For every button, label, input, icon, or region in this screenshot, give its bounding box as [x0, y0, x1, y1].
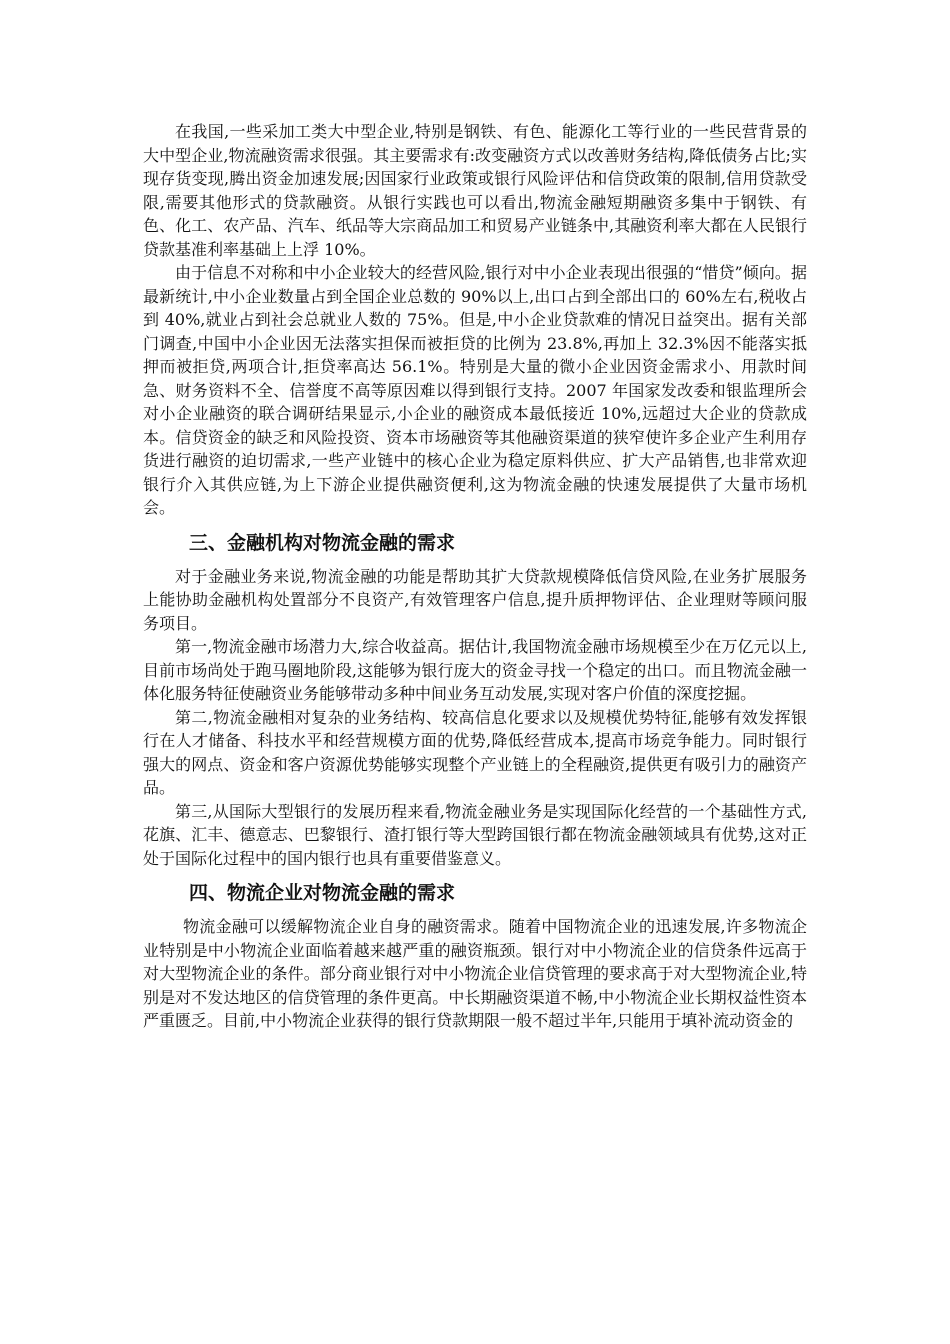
- body-paragraph: 物流金融可以缓解物流企业自身的融资需求。随着中国物流企业的迅速发展,许多物流企业特别是中小物流企业面临着越来越严重的融资瓶颈。银行对中小物流企业的信贷条件远高于对大型物流企业的条件。部分商业银行对中小物流企业信贷管理的要求高于对大型物流企业,特别是对不发达地区的信贷管理的条件更高。中长期融资渠道不畅,中小物流企业长期权益性资本严重匮乏。目前,中小物流企业获得的银行贷款期限一般不超过半年,只能用于填补流动资金的: [143, 917, 807, 1030]
- body-paragraph: 第一,物流金融市场潜力大,综合收益高。据估计,我国物流金融市场规模至少在万亿元以上,目前市场尚处于跑马圈地阶段,这能够为银行庞大的资金寻找一个稳定的出口。而且物流金融一体化服务特征使融资业务能够带动多种中间业务互动发展,实现对客户价值的深度挖掘。: [143, 637, 807, 703]
- body-paragraph: 由于信息不对称和中小企业较大的经营风险,银行对中小企业表现出很强的“惜贷”倾向。据最新统计,中小企业数量占到全国企业总数的 90%以上,出口占到全部出口的 60%左右,税收占到 40%,就业占到社会总就业人数的 75%。但是,中小企业贷款难的情况日益突出。据有关部门调查,中国中小企业因无法落实担保而被拒贷的比例为 23.8%,再加上 32.3%因不能落实抵押而被拒贷,两项合计,拒贷率高达 56.1%。特别是大量的微小企业因资金需求小、用款时间急、财务资料不全、信誉度不高等原因难以得到银行支持。2007 年国家发改委和银监理所会对小企业融资的联合调研结果显示,小企业的融资成本最低接近 10%,远超过大企业的贷款成本。信贷资金的缺乏和风险投资、资本市场融资等其他融资渠道的狭窄使许多企业产生利用存货进行融资的迫切需求,一些产业链中的核心企业为稳定原料供应、扩大产品销售,也非常欢迎银行介入其供应链,为上下游企业提供融资便利,这为物流金融的快速发展提供了大量市场机会。: [143, 263, 807, 517]
- body-paragraph: 对于金融业务来说,物流金融的功能是帮助其扩大贷款规模降低信贷风险,在业务扩展服务上能协助金融机构处置部分不良资产,有效管理客户信息,提升质押物评估、企业理财等顾问服务项目。: [143, 566, 807, 633]
- section-heading: 三、金融机构对物流金融的需求: [189, 531, 456, 554]
- body-paragraph: 第二,物流金融相对复杂的业务结构、较高信息化要求以及规模优势特征,能够有效发挥银行在人才储备、科技水平和经营规模方面的优势,降低经营成本,提高市场竞争能力。同时银行强大的网点、资金和客户资源优势能够实现整个产业链上的全程融资,提供更有吸引力的融资产品。: [143, 707, 807, 797]
- body-paragraph: 在我国,一些采加工类大中型企业,特别是钢铁、有色、能源化工等行业的一些民营背景的大中型企业,物流融资需求很强。其主要需求有:改变融资方式以改善财务结构,降低债务占比;实现存货变现,腾出资金加速发展;因国家行业政策或银行风险评估和信贷政策的限制,信用贷款受限,需要其他形式的贷款融资。从银行实践也可以看出,物流金融短期融资多集中于钢铁、有色、化工、农产品、汽车、纸品等大宗商品加工和贸易产业链条中,其融资利率大都在人民银行贷款基准利率基础上上浮 10%。: [143, 122, 807, 259]
- section-heading: 四、物流企业对物流金融的需求: [189, 882, 456, 904]
- body-paragraph: 第三,从国际大型银行的发展历程来看,物流金融业务是实现国际化经营的一个基础性方式,花旗、汇丰、德意志、巴黎银行、渣打银行等大型跨国银行都在物流金融领域具有优势,这对正处于国际化过程中的国内银行也具有重要借鉴意义。: [143, 801, 807, 868]
- document-body: [143, 120, 807, 1033]
